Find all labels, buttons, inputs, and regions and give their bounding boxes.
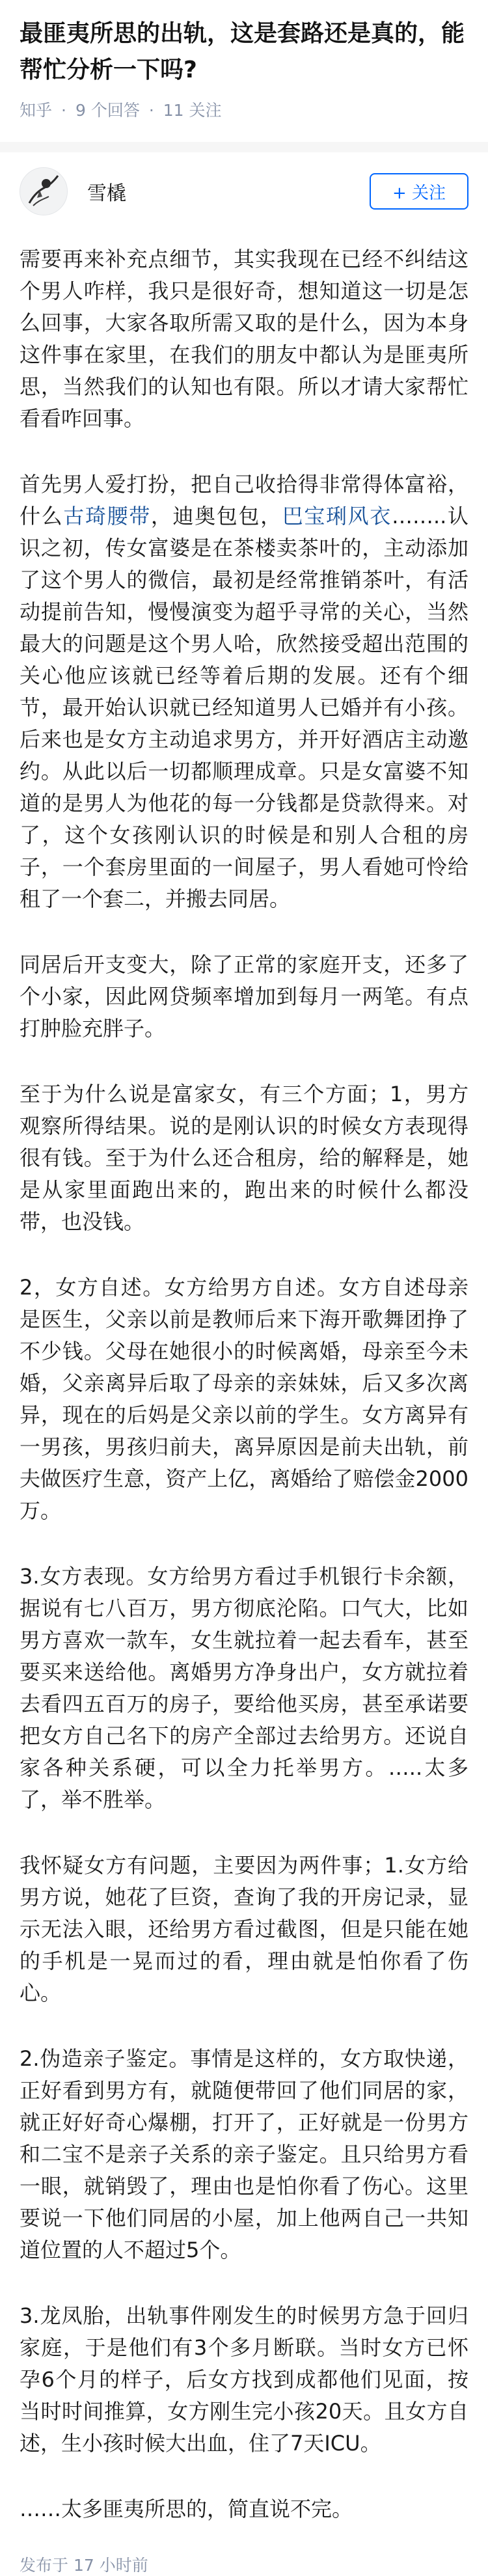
answer-paragraph bbox=[20, 469, 468, 915]
question-meta bbox=[20, 98, 468, 124]
answer-content bbox=[0, 230, 488, 2525]
author-info[interactable] bbox=[20, 167, 126, 215]
answer-paragraph: 我怀疑女方有问题，主要因为两件事；1.女方给男方说，她花了巨资，查询了我的开房记录，显示无法入眼，还给男方看过截图，但是只能在她的手机是一晃而过的看，理由就是怕你看了伤心。 bbox=[20, 1853, 468, 2005]
follow-button[interactable]: + 关注 bbox=[370, 173, 468, 210]
meta-separator: · bbox=[148, 101, 154, 120]
site-name[interactable]: 知乎 bbox=[20, 101, 53, 120]
follower-count: 11 关注 bbox=[163, 101, 222, 120]
paragraph-text: 首先男人爱打扮，把自己收拾得非常得体富裕，什么 bbox=[20, 472, 468, 528]
author-bar bbox=[0, 152, 488, 230]
paragraph-text: ，迪奥包包， bbox=[150, 504, 282, 528]
answer-paragraph: ……太多匪夷所思的，简直说不完。 bbox=[20, 2497, 353, 2521]
answer-count[interactable]: 9 个回答 bbox=[75, 101, 140, 120]
paragraph-text: ……..认识之初，传女富婆是在茶楼卖茶叶的，主动添加了这个男人的微信，最初是经常推销茶叶，有活动提前告知，慢慢演变为超乎寻常的关心，当然最大的问题是这个男人哈，欣然接受超出范围的关心他应该就已经等着后期的发展。还有个细节，最开始认识就已经知道男人已婚并有小孩。后来也是女方主动追求男方，并开好酒店主动邀约。从此以后一切都顺理成章。只是女富婆不知道的是男人为他花的每一分钱都是贷款得来。对了，这个女孩刚认识的时候是和别人合租的房子，一个套房里面的一间屋子，男人看她可怜给租了一个套二，并搬去同居。 bbox=[20, 504, 468, 911]
keyword-link-gucci-belt[interactable]: 古琦腰带 bbox=[63, 504, 151, 528]
answer-paragraph: 同居后开支变大，除了正常的家庭开支，还多了个小家，因此网贷频率增加到每月一两笔。有点打肿脸充胖子。 bbox=[20, 952, 468, 1041]
answer-paragraph: 需要再来补充点细节，其实我现在已经不纠结这个男人咋样，我只是很好奇，想知道这一切是怎么回事，大家各取所需又取的是什么，因为本身这件事在家里，在我们的朋友中都认为是匪夷所思，当然我们的认知也有限。所以才请大家帮忙看看咋回事。 bbox=[20, 247, 468, 431]
author-name[interactable]: 雪橇 bbox=[87, 182, 126, 205]
section-divider bbox=[0, 142, 488, 152]
answer-paragraph: 2.伪造亲子鉴定。事情是这样的，女方取快递，正好看到男方有，就随便带回了他们同居的家，就正好好奇心爆棚，打开了，正好就是一份男方和二宝不是亲子关系的亲子鉴定。且只给男方看一眼，就销毁了，理由也是怕你看了伤心。这里要说一下他们同居的小屋，加上他两自己一共知道位置的人不超过5个。 bbox=[20, 2046, 468, 2262]
sketch-avatar-icon bbox=[20, 168, 67, 215]
question-title[interactable]: 最匪夷所思的出轨，这是套路还是真的，能帮忙分析一下吗? bbox=[20, 20, 465, 83]
question-header bbox=[0, 0, 488, 124]
keyword-link-burberry-coat[interactable]: 巴宝琍风衣 bbox=[282, 504, 392, 528]
answer-paragraph: 至于为什么说是富家女，有三个方面；1，男方观察所得结果。说的是刚认识的时候女方表现得很有钱。至于为什么还合租房，给的解释是，她是从家里面跑出来的，跑出来的时候什么都没带，也没钱。 bbox=[20, 1082, 468, 1234]
answer-paragraph: 3.女方表现。女方给男方看过手机银行卡余额，据说有七八百万，男方彻底沦陷。口气大，比如男方喜欢一款车，女生就拉着一起去看车，甚至要买来送给他。离婚男方净身出户，女方就拉着去看四五百万的房子，要给他买房，甚至承诺要把女方自己名下的房产全部过去给男方。还说自家各种关系硬，可以全力托举男方。…..太多了，举不胜举。 bbox=[20, 1564, 468, 1812]
answer-paragraph: 3.龙凤胎，出轨事件刚发生的时候男方急于回归家庭，于是他们有3个多月断联。当时女方已怀孕6个月的样子，后女方找到成都他们见面，按当时时间推算，女方刚生完小孩20天。且女方自述，生小孩时候大出血，住了7天ICU。 bbox=[20, 2303, 468, 2456]
publish-time: 发布于 17 小时前 bbox=[20, 2556, 148, 2575]
avatar[interactable] bbox=[20, 167, 68, 215]
meta-separator: · bbox=[61, 101, 66, 120]
answer-paragraph: 2，女方自述。女方给男方自述。女方自述母亲是医生，父亲以前是教师后来下海开歌舞团挣了不少钱。父母在她很小的时候离婚，母亲至今未婚，父亲离异后取了母亲的亲妹妹，后又多次离异，现在的后妈是父亲以前的学生。女方离异有一男孩，男孩归前夫，离异原因是前夫出轨，前夫做医疗生意，资产上亿，离婚给了赔偿金2000万。 bbox=[20, 1275, 468, 1523]
